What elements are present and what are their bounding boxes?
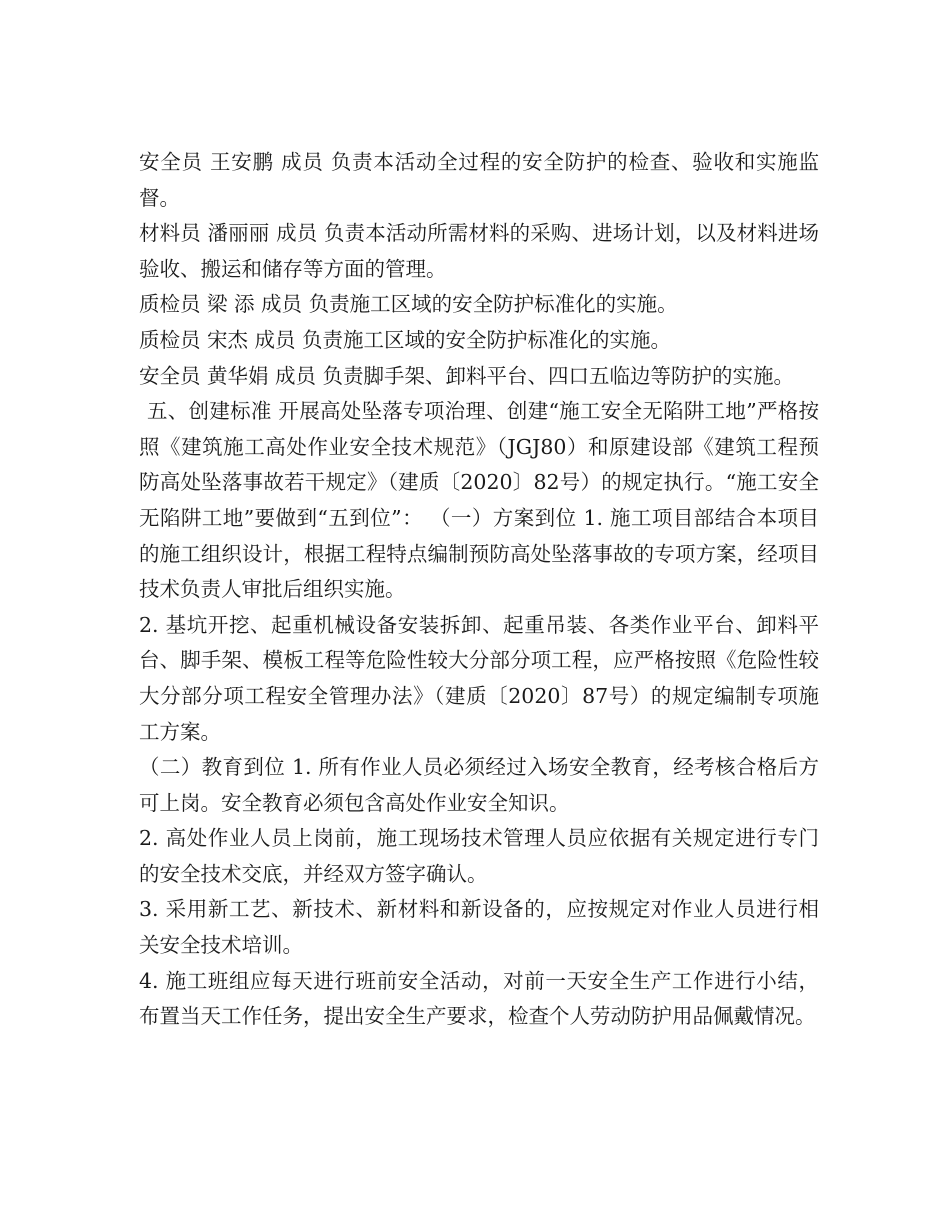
paragraph-plan-item-2: 2. 基坑开挖、起重机械设备安装拆卸、起重吊装、各类作业平台、卸料平台、脚手架、模板工程等危险性较大分部分项工程，应严格按照《危险性较大分部分项工程安全管理办法》（建质〔2020〕87号）的规定编制专项施工方案。 (139, 612, 819, 744)
paragraph-education-item-2: 2. 高处作业人员上岗前，施工现场技术管理人员应依据有关规定进行专门的安全技术交底，并经双方签字确认。 (139, 826, 819, 886)
paragraph-materials-officer-pan: 材料员 潘丽丽 成员 负责本活动所需材料的采购、进场计划，以及材料进场验收、搬运和储存等方面的管理。 (139, 221, 819, 281)
paragraph-safety-officer-wang: 安全员 王安鹏 成员 负责本活动全过程的安全防护的检查、验收和实施监督。 (139, 150, 819, 210)
paragraph-quality-inspector-liang: 质检员 梁 添 成员 负责施工区域的安全防护标准化的实施。 (139, 292, 678, 317)
paragraph-education-item-3: 3. 采用新工艺、新技术、新材料和新设备的，应按规定对作业人员进行相关安全技术培训。 (139, 897, 819, 958)
paragraph-education-item-4: 4. 施工班组应每天进行班前安全活动，对前一天安全生产工作进行小结，布置当天工作任务，提出安全生产要求，检查个人劳动防护用品佩戴情况。 (139, 968, 819, 1029)
paragraph-education-item-1: （二）教育到位 1. 所有作业人员必须经过入场安全教育，经考核合格后方可上岗。安全教育必须包含高处作业安全知识。 (139, 755, 819, 815)
paragraph-safety-officer-huang: 安全员 黄华娟 成员 负责脚手架、卸料平台、四口五临边等防护的实施。 (139, 363, 795, 388)
paragraph-section-five-standards: 五、创建标准 开展高处坠落专项治理、创建“施工安全无陷阱工地”严格按照《建筑施工高处作业安全技术规范》（JGJ80）和原建设部《建筑工程预防高处坠落事故若干规定》（建质〔2020〕82号）的规定执行。“施工安全无陷阱工地”要做到“五到位”： （一）方案到位 1. 施工项目部结合本项目的施工组织设计，根据工程特点编制预防高处坠落事故的专项方案，经项目技术负责人审批后组织实施。 (139, 399, 819, 602)
paragraph-quality-inspector-song: 质检员 宋杰 成员 负责施工区域的安全防护标准化的实施。 (139, 327, 672, 352)
document-body (139, 145, 819, 1035)
